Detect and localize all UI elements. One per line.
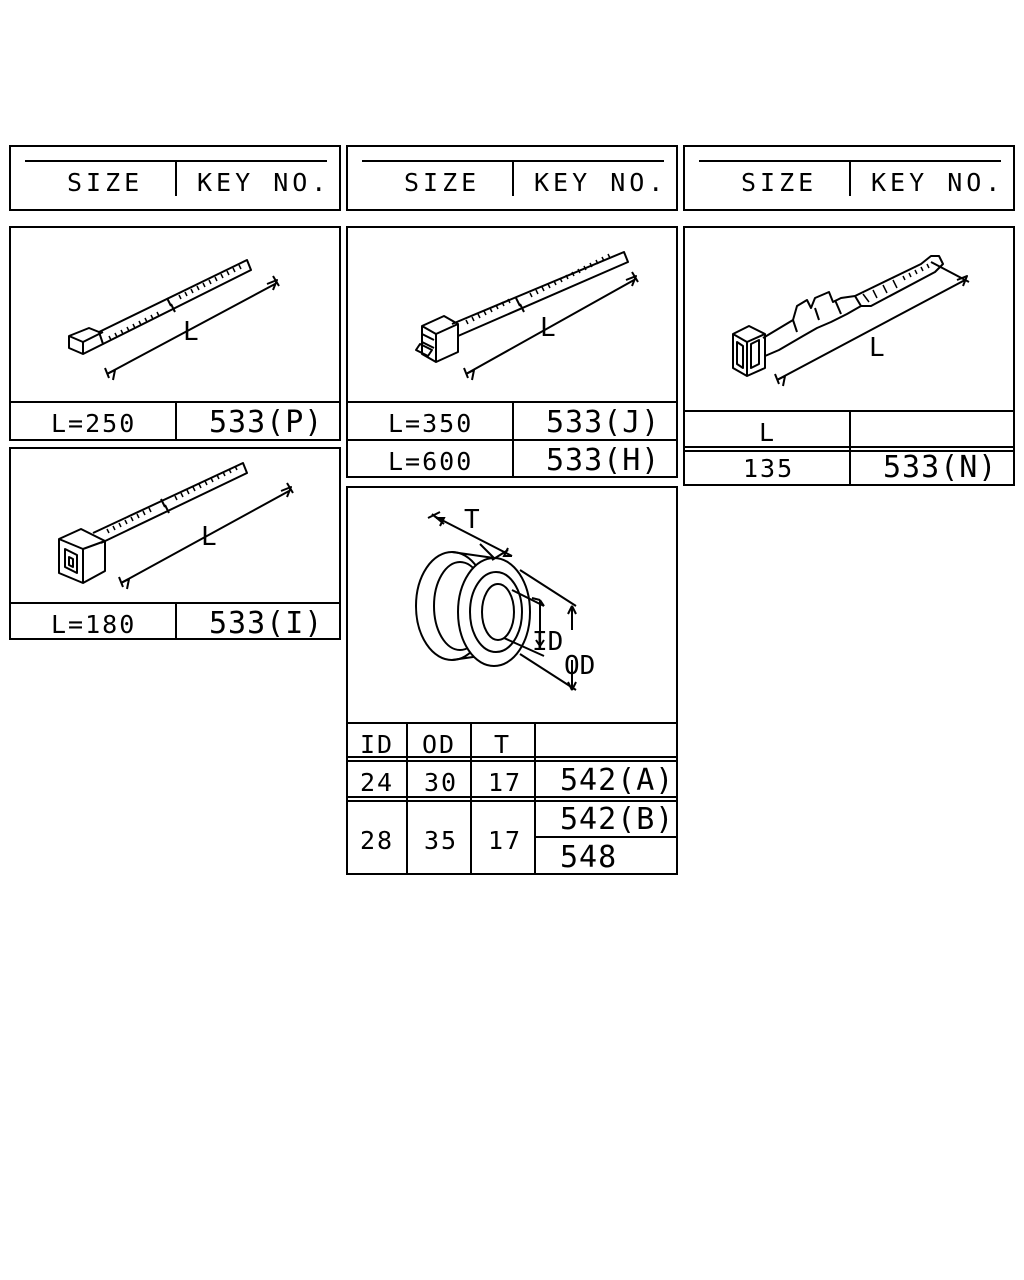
cable-tie-p-panel	[9, 226, 341, 441]
cable-tie-i-drawing	[11, 449, 339, 601]
key-number: 533(P)	[209, 405, 324, 440]
column-header-id: ID	[360, 730, 395, 759]
cable-tie-n-panel	[683, 226, 1015, 486]
column-header-od: OD	[422, 730, 457, 759]
size-header: SIZE	[741, 168, 818, 197]
table-cell-t: 17	[488, 826, 523, 855]
size-column-label: L	[759, 418, 777, 447]
size-value: L=250	[51, 409, 137, 438]
header-box-2	[346, 145, 678, 211]
size-value: 135	[743, 454, 795, 483]
table-cell-id: 24	[360, 768, 395, 797]
size-header: SIZE	[67, 168, 144, 197]
key-number: 533(H)	[546, 443, 661, 478]
key-no-header: KEY NO.	[197, 168, 331, 197]
key-no-header: KEY NO.	[534, 168, 668, 197]
key-number: 548	[560, 840, 618, 875]
key-number: 533(I)	[209, 606, 324, 641]
size-header: SIZE	[404, 168, 481, 197]
key-number: 542(A)	[560, 763, 675, 798]
key-number: 533(N)	[883, 450, 998, 485]
cable-tie-p-drawing	[11, 228, 339, 400]
grommet-panel	[346, 486, 678, 875]
header-box-3	[683, 145, 1015, 211]
dimension-l-label: L	[183, 317, 199, 347]
size-value: L=180	[51, 610, 137, 639]
column-header-t: T	[494, 730, 512, 759]
key-no-header: KEY NO.	[871, 168, 1005, 197]
dimension-l-label: L	[540, 313, 556, 343]
cable-tie-jh-panel	[346, 226, 678, 478]
dimension-t-label: T	[464, 505, 480, 535]
cable-tie-n-drawing	[685, 228, 1013, 410]
cable-tie-jh-drawing	[348, 228, 676, 400]
dimension-l-label: L	[201, 522, 217, 552]
table-cell-od: 30	[424, 768, 459, 797]
table-cell-t: 17	[488, 768, 523, 797]
cable-tie-i-panel	[9, 447, 341, 640]
header-box-1	[9, 145, 341, 211]
dimension-l-label: L	[869, 333, 885, 363]
key-number: 542(B)	[560, 802, 675, 837]
size-value: L=600	[388, 447, 474, 476]
table-cell-id: 28	[360, 826, 395, 855]
key-number: 533(J)	[546, 405, 661, 440]
table-cell-od: 35	[424, 826, 459, 855]
size-value: L=350	[388, 409, 474, 438]
grommet-drawing	[348, 488, 676, 722]
dimension-id-label: ID	[532, 627, 564, 657]
dimension-od-label: OD	[564, 651, 596, 681]
